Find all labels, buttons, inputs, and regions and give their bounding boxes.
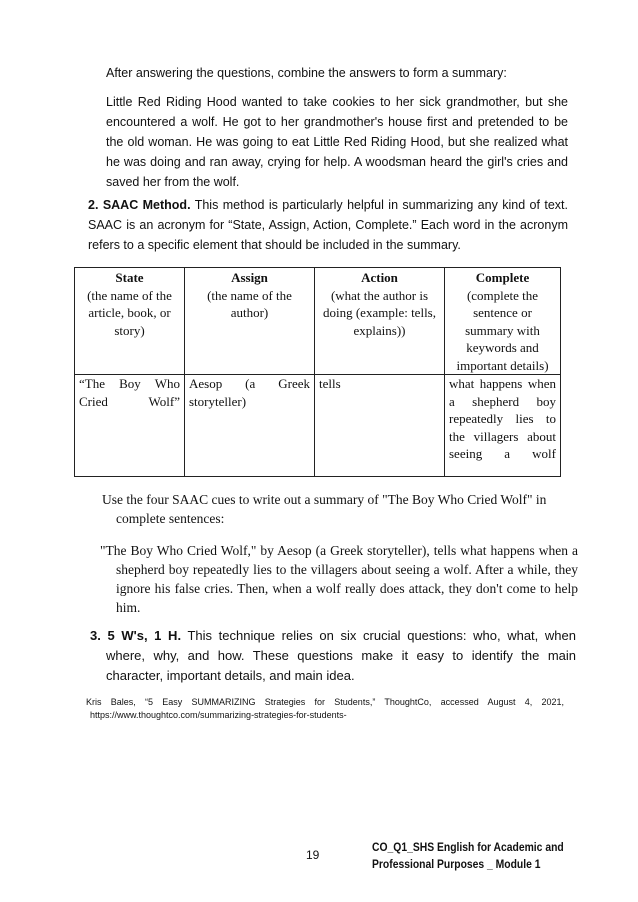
fivew-description: This technique relies on six crucial questions: who, what, when where, why, and how. These questions make it easy to identify the main character, important details, and main idea. <box>106 628 576 683</box>
header-complete <box>445 268 561 375</box>
header-state-desc: (the name of the article, book, or story) <box>87 287 172 338</box>
example-summary: Little Red Riding Hood wanted to take cookies to her sick grandmother, but she encountered a wolf. He got to her grandmother's house first and pretended to be the old woman. He was going to eat Little Red Riding Hood, but she realized what he was doing and ran away, crying for help. A woodsman heard the girl's cries and saved her from the wolf. <box>106 95 568 189</box>
header-complete-desc: (complete the sentence or summary with keywords and important details) <box>456 287 549 373</box>
header-state-title: State <box>115 270 144 285</box>
header-action-title: Action <box>361 270 398 285</box>
cell-action: tells <box>315 375 445 477</box>
fivew-paragraph <box>90 626 576 686</box>
table-header-row <box>75 268 561 375</box>
header-assign-title: Assign <box>231 270 268 285</box>
header-assign <box>185 268 315 375</box>
header-assign-desc: (the name of the author) <box>207 287 292 320</box>
intro-line: After answering the questions, combine the answers to form a summary: <box>106 66 507 80</box>
citation-text: Kris Bales, “5 Easy SUMMARIZING Strategies for Students,” ThoughtCo, accessed August 4, 2021, <box>86 697 564 707</box>
module-line-1: CO_Q1_SHS English for Academic and <box>372 842 564 854</box>
table-row <box>75 375 561 477</box>
header-action <box>315 268 445 375</box>
header-state <box>75 268 185 375</box>
cell-complete: what happens when a shepherd boy repeatedly lies to the villagers about seeing a wolf <box>445 375 561 477</box>
header-complete-title: Complete <box>475 270 530 285</box>
module-label <box>372 840 564 874</box>
header-action-desc: (what the author is doing (example: tells, explains)) <box>322 287 436 338</box>
fivew-heading: 3. 5 W's, 1 H. <box>90 628 182 643</box>
instruction: Use the four SAAC cues to write out a summary of "The Boy Who Cried Wolf" in complete sentences: <box>102 492 547 526</box>
saac-paragraph <box>88 195 568 255</box>
cell-assign: Aesop (a Greek storyteller) <box>185 375 315 477</box>
saac-heading: 2. SAAC Method. <box>88 198 191 212</box>
citation-url: https://www.thoughtco.com/summarizing-strategies-for-students- <box>90 710 347 720</box>
saac-summary: "The Boy Who Cried Wolf," by Aesop (a Greek storyteller), tells what happens when a shepherd boy repeatedly lies to the villagers about seeing a wolf. After a while, they ignore his false cries. Then, when a wolf really does attack, they don't come to help him. <box>100 543 578 615</box>
page-number: 19 <box>306 848 320 862</box>
saac-description: This method is particularly helpful in summarizing any kind of text. SAAC is an acronym for “State, Assign, Action, Complete.” Each word in the acronym refers to a specific element that should be included in the summary. <box>88 198 568 252</box>
cell-state: “The Boy Who Cried Wolf” <box>75 375 185 477</box>
saac-table <box>74 267 561 477</box>
citation <box>86 696 564 722</box>
module-line-2: Professional Purposes _ Module 1 <box>372 859 541 871</box>
